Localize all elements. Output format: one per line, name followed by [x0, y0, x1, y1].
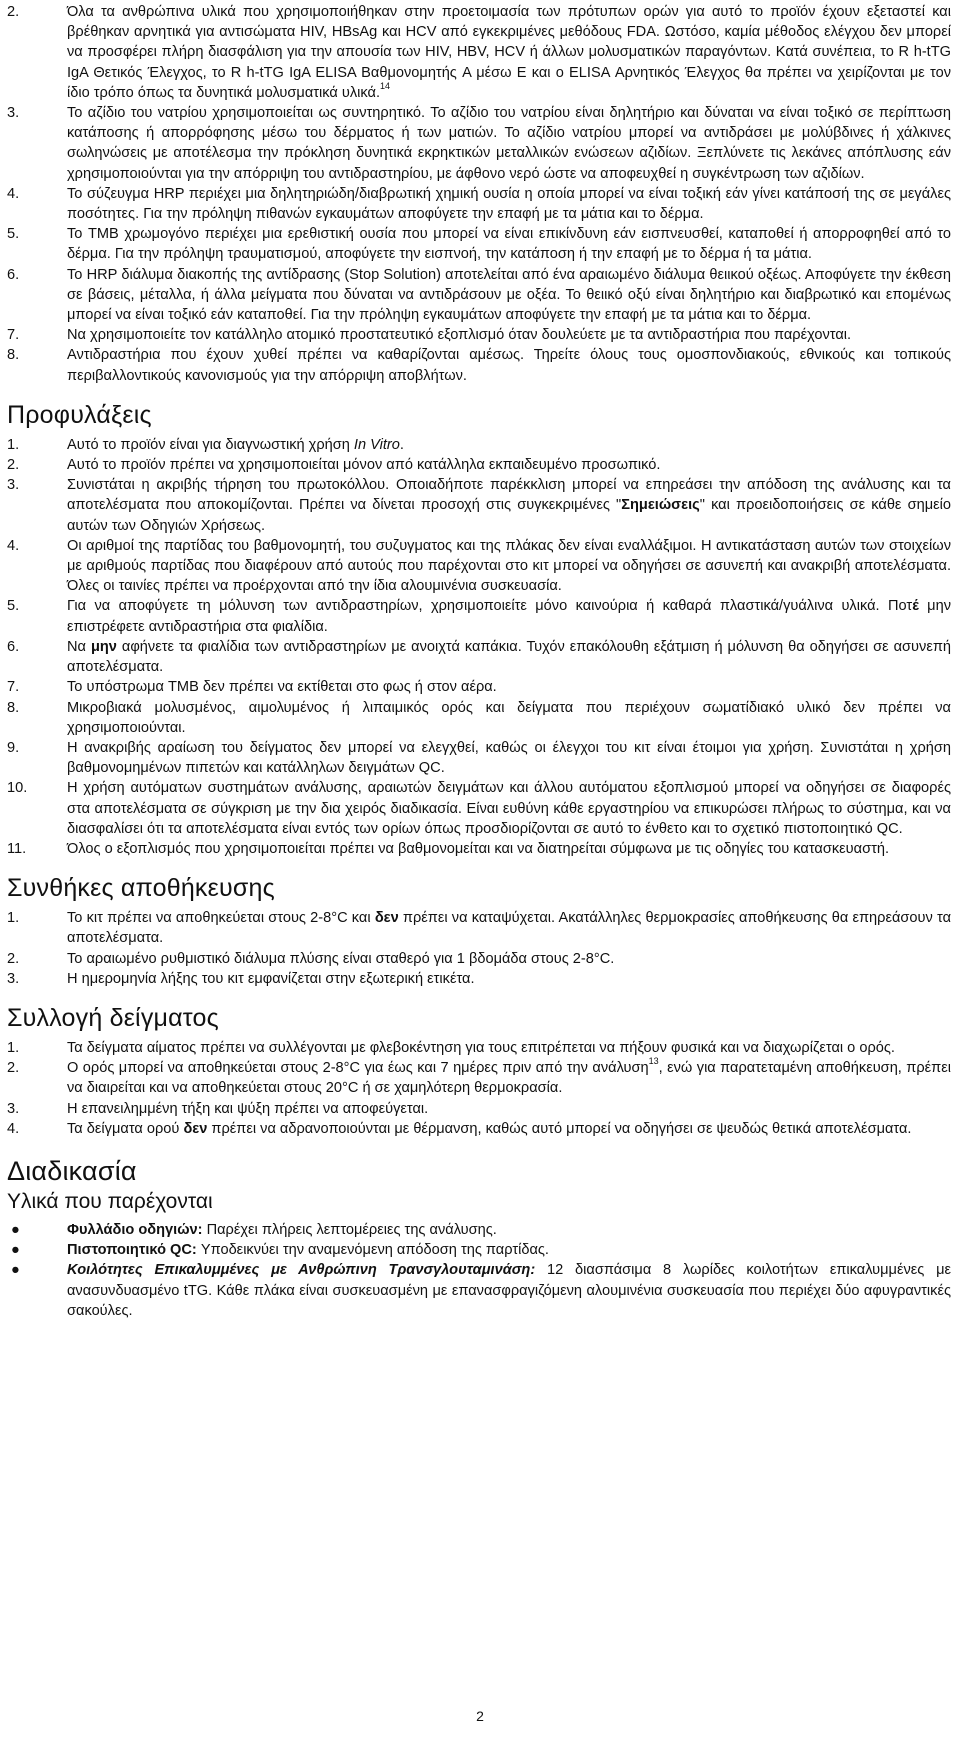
item-emphasis: In Vitro [353, 436, 400, 453]
materials-list [7, 1220, 951, 1321]
item-text: Το αραιωμένο ρυθμιστικό διάλυμα πλύσης είναι σταθερό για 1 βδομάδα στους 2-8°C. [67, 950, 615, 967]
item-text: Συνιστάται η ακριβής τήρηση του πρωτοκόλλου. Οποιαδήποτε παρέκκλιση μπορεί να επηρεάσει την απόδοση της ανάλυσης και τα αποτελέσματα που αποκομίζονται. Πρέπει να δίνεται προσοχή στις συγκεκριμένες " [67, 477, 951, 514]
bullet-icon: ● [11, 1221, 20, 1238]
item-text: Το υπόστρωμα TMB δεν πρέπει να εκτίθεται στο φως ή στον αέρα. [67, 679, 497, 696]
item-number: 2. [7, 950, 20, 967]
item-number: 1. [7, 1039, 20, 1056]
warnings-list [7, 2, 951, 386]
item-number: 10. [7, 780, 28, 797]
bullet-item [7, 1220, 951, 1240]
bullet-item [7, 1260, 951, 1321]
list-item [7, 345, 951, 385]
item-text: Τα δείγματα ορού [67, 1120, 184, 1137]
item-number: 6. [7, 266, 20, 283]
item-text-tail: μην επιστρέφετε αντιδραστήρια στα φιαλίδια. [67, 598, 951, 635]
item-text: Η χρήση αυτόματων συστημάτων ανάλυσης, αραιωτών δειγμάτων και άλλου αυτόματου εξοπλισμού μπορεί να οδηγήσει σε διαφορές στα αποτελέσματα σε σύγκριση με την δια χειρός διαδικασία. Είναι ευθύνη κάθε εργαστηρίου να επικυρώσει πλήρως το σύστημα, και να διασφαλίσει ότι τα αποτελέσματα είναι εντός των ορίων όπως προσδιορίζονται σε αυτό το ένθετο και το σχετικό πιστοποιητικό QC. [67, 780, 951, 837]
bullet-label: Κοιλότητες Επικαλυμμένες με Ανθρώπινη Τρανσγλουταμινάση: [67, 1262, 536, 1279]
section-heading-sample-collection: Συλλογή δείγματος [7, 1003, 219, 1032]
list-item [7, 265, 951, 326]
list-item [7, 908, 951, 948]
item-number: 8. [7, 699, 20, 716]
item-text: Να [67, 638, 91, 655]
list-item [7, 475, 951, 536]
section-heading-precautions: Προφυλάξεις [7, 400, 152, 429]
bullet-text: Υποδεικνύει την αναμενόμενη απόδοση της παρτίδας. [196, 1242, 549, 1259]
item-text-tail: πρέπει να καταψύχεται. Ακατάλληλες θερμοκρασίες αποθήκευσης θα επηρεάσουν τα αποτελέσματα. [67, 910, 952, 947]
document-content [7, 2, 951, 1321]
list-item [7, 677, 951, 697]
item-text: Το σύζευγμα HRP περιέχει μια δηλητηριώδη/διαβρωτική χημική ουσία η οποία μπορεί να είναι τοξική εάν γίνει κατάποσή της σε μεγάλες ποσότητες. Για την πρόληψη πιθανών εγκαυμάτων αποφύγετε την επαφή με τα μάτια και το δέρμα. [67, 185, 951, 223]
list-item [7, 455, 951, 475]
item-bold: μην [90, 638, 117, 655]
page-number: 2 [476, 1708, 484, 1724]
list-item [7, 1119, 951, 1139]
list-item [7, 184, 951, 224]
item-number: 2. [7, 457, 20, 474]
item-number: 3. [7, 970, 20, 987]
list-item [7, 103, 951, 184]
item-number: 2. [7, 4, 20, 20]
section-heading-procedure: Διαδικασία [7, 1155, 137, 1186]
item-number: 11. [7, 840, 27, 857]
item-text-tail: . [399, 436, 404, 453]
bullet-item [7, 1240, 951, 1260]
list-item [7, 1099, 951, 1119]
item-text: Η ημερομηνία λήξης του κιτ εμφανίζεται στην εξωτερική ετικέτα. [67, 970, 475, 987]
list-item [7, 536, 951, 597]
item-text: Το TMB χρωμογόνο περιέχει μια ερεθιστική ουσία που μπορεί να είναι επικίνδυνη εάν εισπνευσθεί, καταποθεί ή απορροφηθεί από το δέρμα. Για την πρόληψη τραυματισμού, αποφύγετε την εισπνοή, την κατάποση ή την επαφή με το δέρμα ή τα μάτια. [67, 226, 951, 263]
list-item [7, 738, 951, 778]
item-number: 7. [7, 679, 20, 696]
list-item [7, 1038, 951, 1058]
item-text-tail: " και προειδοποιήσεις σε κάθε σημείο αυτών των Οδηγιών Χρήσεως. [67, 497, 951, 534]
item-text: Όλος ο εξοπλισμός που χρησιμοποιείται πρέπει να βαθμονομείται και να διατηρείται σύμφωνα με τις οδηγίες του κατασκευαστή. [67, 840, 890, 857]
item-text: Το HRP διάλυμα διακοπής της αντίδρασης (Stop Solution) αποτελείται από ένα αραιωμένο διάλυμα θειικού οξέως. Αποφύγετε την έκθεση σε βάσεις, μέταλλα, ή άλλα μείγματα που δύναται να αντιδράσουν με οξέα. Το θειικό οξύ είναι δηλητήριο και διαβρωτικό και επομένως μπορεί να είναι τοξικό εάν καταποθεί. Για την πρόληψη εγκαυμάτων αποφύγετε την επαφή με τα μάτια και το δέρμα. [67, 266, 951, 324]
bullet-label: Φυλλάδιο οδηγιών: [67, 1221, 203, 1238]
list-item [7, 949, 951, 969]
item-number: 4. [7, 185, 20, 202]
section-heading-storage: Συνθήκες αποθήκευσης [7, 874, 275, 903]
item-number: 8. [7, 347, 20, 364]
item-text-tail: πρέπει να αδρανοποιούνται με θέρμανση, καθώς αυτό μπορεί να οδηγήσει σε ψευδώς θετικά αποτελέσματα. [207, 1120, 912, 1137]
bullet-text: 12 διασπάσιμα 8 λωρίδες κοιλοτήτων επικαλυμμένες με ανασυνδυασμένο tTG. Κάθε πλάκα είναι συσκευασμένη με επανασφραγιζόμενη αλουμινένια συσκευασία που περιέχει δύο αφυγραντικές σακούλες. [67, 1262, 951, 1319]
bullet-label: Πιστοποιητικό QC: [67, 1242, 197, 1259]
item-text: Τα δείγματα αίματος πρέπει να συλλέγονται με φλεβοκέντηση για τους επιτρέπεται να πήξουν φυσικά και να διαχωρίζεται ο ορός. [67, 1039, 895, 1056]
item-text: Να χρησιμοποιείτε τον κατάλληλο ατομικό προστατευτικό εξοπλισμό όταν δουλεύετε με τα αντιδραστήρια που παρέχονται. [67, 327, 852, 344]
item-text: Η ανακριβής αραίωση του δείγματος δεν μπορεί να ελεγχθεί, καθώς οι έλεγχοι του κιτ είναι έτοιμοι για χρήση. Συνιστάται η χρήση βαθμονομημένων πιπετών και κατάλληλων δειγμάτων QC. [67, 739, 951, 777]
item-text: Οι αριθμοί της παρτίδας του βαθμονομητή, του συζυγματος και της πλάκας δεν είναι εναλλάξιμοι. Η αντικατάσταση αυτών των στοιχείων με αριθμούς παρτίδας που διαφέρουν από αυτούς που παρέχονται στο κιτ μπορεί να οδηγήσει σε ασυνεπή και ανακριβή αποτελέσματα. Όλες οι ταινίες πρέπει να προέρχονται από την ίδια αλουμινένια συσκευασία. [67, 537, 951, 595]
list-item [7, 778, 951, 839]
bullet-icon: ● [11, 1242, 20, 1259]
item-text: Το αζίδιο του νατρίου χρησιμοποιείται ως συντηρητικό. Το αζίδιο του νατρίου είναι δηλητήριο και δύναται να είναι τοξικό σε περίπτωση κατάποσης ή απορρόφησης μέσω του δέρματος ή των ματιών. Το αζίδιο νατρίου μπορεί να αντιδράσει με μολύβδινες ή χάλκινες σωληνώσεις με αποτέλεσμα την πρόκληση δυνητικά εκρηκτικών μεταλλικών ενώσεων αζιδίων. Ξεπλύνετε τις λεκάνες απόπλυσης εάν χρησιμοποιούνται για την απόρριψη του αντιδραστηρίου, με άφθονο νερό ώστε να αποφευχθεί η συγκέντρωση των αζιδίων. [67, 105, 951, 182]
item-number: 1. [7, 910, 20, 927]
item-text: Το κιτ πρέπει να αποθηκεύεται στους 2-8°C και [67, 910, 375, 927]
item-bold: Σημειώσεις [621, 497, 700, 514]
list-item [7, 435, 951, 455]
item-number: 9. [7, 739, 20, 756]
item-text: Ο ορός μπορεί να αποθηκεύεται στους 2-8°C για έως και 7 ημέρες πριν από την ανάλυση [67, 1060, 649, 1077]
item-bold: δεν [183, 1120, 208, 1137]
item-number: 4. [7, 537, 20, 554]
item-text: Αντιδραστήρια που έχουν χυθεί πρέπει να καθαρίζονται αμέσως. Τηρείτε όλους τους ομοσπονδιακούς, εθνικούς και τοπικούς περιβαλλοντικούς κανονισμούς για την απόρριψη αποβλήτων. [67, 347, 951, 384]
list-item [7, 224, 951, 264]
item-text-tail: , ενώ για παρατεταμένη αποθήκευση, πρέπει να διαιρείται και να αποθηκεύεται στους 20°C ή σε χαμηλότερη θερμοκρασία. [67, 1060, 951, 1097]
item-number: 3. [7, 1100, 20, 1117]
item-bold: δεν [374, 910, 399, 927]
item-text-tail: αφήνετε τα φιαλίδια των αντιδραστηρίων με ανοιχτά καπάκια. Τυχόν επακόλουθη εξάτμιση ή μόλυνση θα οδηγήσει σε ασυνεπή αποτελέσματα. [67, 638, 952, 676]
list-item [7, 325, 951, 345]
item-bold: έ [912, 598, 919, 615]
citation-sup: 13 [648, 1056, 659, 1067]
item-number: 2. [7, 1060, 20, 1077]
item-number: 1. [7, 436, 20, 453]
subsection-heading-materials: Υλικά που παρέχονται [7, 1189, 213, 1213]
item-number: 5. [7, 598, 20, 615]
list-item [7, 2, 951, 103]
sample-list [7, 1038, 951, 1139]
storage-list [7, 908, 951, 989]
bullet-icon: ● [11, 1262, 20, 1279]
item-text: Όλα τα ανθρώπινα υλικά που χρησιμοποιήθηκαν στην προετοιμασία των πρότυπων ορών για αυτό το προϊόν έχουν εξεταστεί και βρέθηκαν αρνητικά για αντισώματα HIV, HBsAg και HCV από εγκεκριμένες μεθόδους FDA. Ωστόσο, καμία μέθοδος ελέγχου δεν μπορεί να προσφέρει πλήρη διασφάλιση για την απουσία των HIV, HBV, HCV ή άλλων μολυσματικών παραγόντων. Κατά συνέπεια, το R h-tTG IgA Θετικός Έλεγχος, το R h-tTG IgA ELISA Βαθμονομητής A μέσω E και ο ELISA Αρνητικός Έλεγχος θα πρέπει να χειρίζονται με τον ίδιο τρόπο όπως τα δυνητικά μολυσματικά υλικά. [67, 4, 951, 101]
item-text: Αυτό το προϊόν πρέπει να χρησιμοποιείται μόνον από κατάλληλα εκπαιδευμένο προσωπικό. [67, 457, 661, 474]
item-number: 7. [7, 327, 20, 344]
list-item [7, 1058, 951, 1098]
item-number: 3. [7, 105, 20, 122]
item-text: Αυτό το προϊόν είναι για διαγνωστική χρήση [67, 436, 354, 453]
item-number: 5. [7, 226, 20, 243]
citation-sup: 14 [380, 80, 391, 91]
list-item [7, 969, 951, 989]
precautions-list [7, 435, 951, 859]
item-text: Η επανειλημμένη τήξη και ψύξη πρέπει να αποφεύγεται. [67, 1100, 429, 1117]
list-item [7, 637, 951, 677]
list-item [7, 698, 951, 738]
bullet-text: Παρέχει πλήρεις λεπτομέρειες της ανάλυσης. [202, 1221, 497, 1238]
item-number: 4. [7, 1120, 20, 1137]
item-number: 6. [7, 638, 20, 655]
item-number: 3. [7, 477, 20, 494]
list-item [7, 596, 951, 636]
item-text: Για να αποφύγετε τη μόλυνση των αντιδραστηρίων, χρησιμοποιείτε μόνο καινούρια ή καθαρά πλαστικά/γυάλινα υλικά. Ποτ [67, 598, 913, 615]
item-text: Μικροβιακά μολυσμένος, αιμολυμένος ή λιπαιμικός ορός και δείγματα που περιέχουν σωματίδιακό υλικό δεν πρέπει να χρησιμοποιούνται. [67, 699, 951, 736]
list-item [7, 839, 951, 859]
